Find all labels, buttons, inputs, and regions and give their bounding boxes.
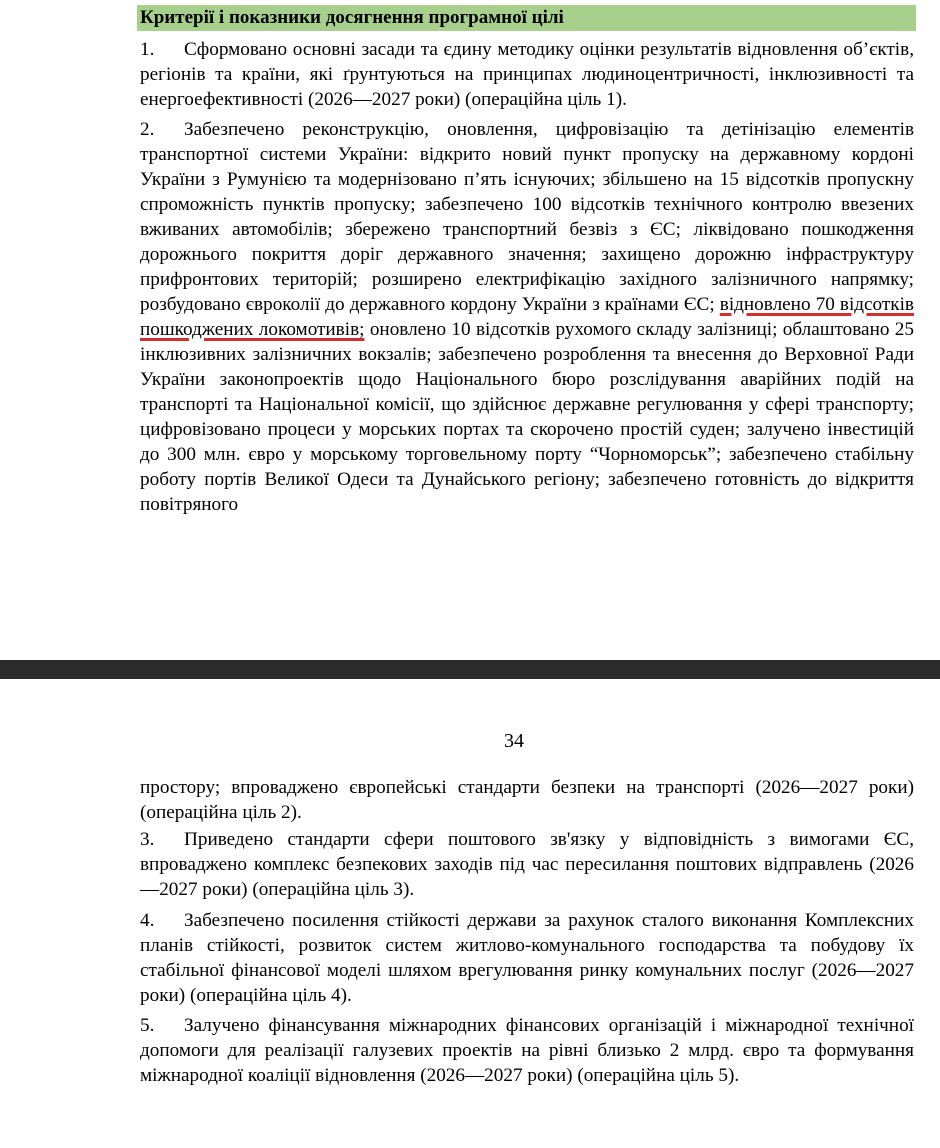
highlighted-text: відновлено 70 відсотків пошкоджених локомотивів; (140, 294, 914, 340)
item-text-part-1: Забезпечено реконструкцію, оновлення, цифровізацію та детінізацію елементів транспортної системи України: відкрито новий пункт пропуску на державному кордоні України з Румунією та модернізовано п’ять існуючих; збільшено на 15 відсотків пропускну спроможність пунктів пропуску; забезпечено 100 відсотків технічного контролю ввезених вживаних автомобілів; збережено транспортний безвіз з ЄС; ліквідовано пошкодження дорожнього покриття доріг державного значення; захищено дорожню інфраструктуру прифронтових територій; розширено електрифікацію західного залізничного напрямку; розбудовано євроколії до державного кордону України з країнами ЄС; (140, 119, 914, 315)
criterion-2 (140, 117, 914, 517)
criterion-2-continuation: простору; впроваджено європейські стандарти безпеки на транспорті (2026—2027 роки) (операційна ціль 2). (140, 777, 914, 823)
item-number: 3. (140, 829, 155, 850)
item-text: Залучено фінансування міжнародних фінансових організацій і міжнародної технічної допомоги для реалізації галузевих проектів на рівні близько 2 млрд. євро та формування міжнародної коаліції відновлення (2026—2027 роки) (операційна ціль 5). (140, 1015, 914, 1086)
criterion-3 (140, 827, 914, 902)
page-separator (0, 660, 940, 679)
item-text-part-2: оновлено 10 відсотків рухомого складу залізниці; облаштовано 25 інклюзивних залізничних вокзалів; забезпечено розроблення та внесення до Верховної Ради України законопроектів щодо Національного бюро розслідування аварійних подій на транспорті та Національної комісії, що здійснює державне регулювання у сфері транспорту; цифровізовано процеси у морських портах та скорочено простій суден; залучено інвестицій до 300 млн. євро у морському торговельному порту “Чорноморськ”; забезпечено стабільну роботу портів Великої Одеси та Дунайського регіону; забезпечено готовність до відкриття повітряного (140, 319, 914, 515)
item-number: 4. (140, 910, 155, 931)
item-number: 1. (140, 39, 155, 60)
section-heading: Критерії і показники досягнення програмної цілі (137, 5, 916, 31)
item-number: 2. (140, 119, 155, 140)
criterion-1 (140, 37, 914, 112)
criterion-4 (140, 908, 914, 1008)
item-text: Приведено стандарти сфери поштового зв'язку у відповідність з вимогами ЄС, впроваджено комплекс безпекових заходів під час пересилання поштових відправлень (2026—2027 роки) (операційна ціль 3). (140, 829, 914, 900)
item-text: Забезпечено посилення стійкості держави за рахунок сталого виконання Комплексних планів стійкості, розвиток систем житлово-комунального господарства та побудову їх стабільної фінансової моделі шляхом врегулювання ринку комунальних послуг (2026—2027 роки) (операційна ціль 4). (140, 910, 914, 1006)
page-number: 34 (504, 730, 524, 752)
item-number: 5. (140, 1015, 155, 1036)
item-text: Сформовано основні засади та єдину методику оцінки результатів відновлення об’єктів, регіонів та країни, які ґрунтуються на принципах людиноцентричності, інклюзивності та енергоефективності (2026—2027 роки) (операційна ціль 1). (140, 39, 914, 110)
criterion-5 (140, 1013, 914, 1088)
